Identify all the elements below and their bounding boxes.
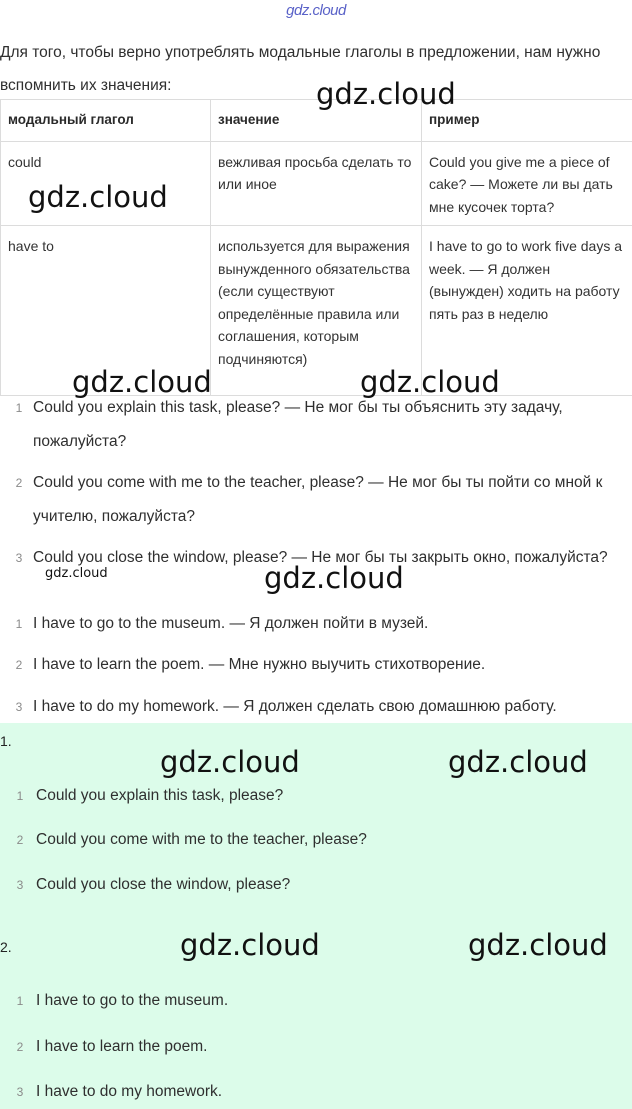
list-text: I have to do my homework. — Я должен сделать свою домашнюю работу. (33, 698, 557, 715)
answer-text: Could you come with me to the teacher, please? (36, 831, 367, 848)
intro-paragraph: Для того, чтобы верно употреблять модальные глаголы в предложении, нам нужно вспомнить их значения: (0, 44, 601, 94)
answers-panel (0, 723, 632, 1109)
list-number: 1 (16, 789, 24, 803)
table-cell: вежливая просьба сделать то или иное (211, 141, 422, 226)
section-number: 1. (0, 733, 12, 749)
list-number: 2 (15, 476, 23, 490)
watermark: gdz.cloud (264, 561, 404, 595)
table-cell: I have to go to work five days a week. — Я должен (вынужден) ходить на работу пять раз в неделю (422, 226, 632, 396)
watermark: gdz.cloud (180, 928, 320, 962)
answer-text: I have to do my homework. (36, 1083, 223, 1100)
list-text: Could you close the window, please? — Не мог бы ты закрыть окно, пожалуйста? (33, 549, 608, 566)
list-number: 3 (15, 700, 23, 714)
section-number: 2. (0, 939, 12, 955)
watermark: gdz.cloud (160, 745, 300, 779)
list-number: 2 (16, 833, 24, 847)
table-header: пример (422, 100, 632, 142)
list-number: 1 (15, 617, 23, 631)
table-header: модальный глагол (1, 100, 211, 142)
table-header: значение (211, 100, 422, 142)
list-number: 1 (15, 401, 23, 415)
table-cell: Could you give me a piece of cake? — Можете ли вы дать мне кусочек торта? (422, 141, 632, 226)
modal-verbs-table (0, 99, 632, 396)
table-cell: have to (1, 226, 211, 396)
watermark: gdz.cloud (45, 566, 108, 581)
watermark: gdz.cloud (316, 77, 456, 111)
list-text: Could you come with me to the teacher, please? — Не мог бы ты пойти со мной к учителю, пожалуйста? (33, 474, 603, 525)
answer-text: Could you explain this task, please? (36, 787, 284, 804)
list-number: 2 (16, 1040, 24, 1054)
site-logo[interactable]: gdz.cloud (286, 2, 346, 19)
list-text: I have to go to the museum. — Я должен пойти в музей. (33, 615, 429, 632)
list-number: 3 (16, 878, 24, 892)
table-cell: используется для выражения вынужденного обязательства (если существуют определённые правила или соглашения, которым подчиняются) (211, 226, 422, 396)
watermark: gdz.cloud (28, 180, 168, 214)
watermark: gdz.cloud (448, 745, 588, 779)
answer-text: I have to go to the museum. (36, 992, 229, 1009)
list-text: I have to learn the poem. — Мне нужно выучить стихотворение. (33, 656, 486, 673)
list-number: 2 (15, 658, 23, 672)
answer-text: I have to learn the poem. (36, 1038, 208, 1055)
watermark: gdz.cloud (468, 928, 608, 962)
list-number: 3 (15, 551, 23, 565)
list-text: Could you explain this task, please? — Не мог бы ты объяснить эту задачу, пожалуйста? (33, 399, 563, 450)
answer-text: Could you close the window, please? (36, 876, 291, 893)
table-cell: could (1, 141, 211, 226)
watermark: gdz.cloud (360, 365, 500, 399)
watermark: gdz.cloud (72, 365, 212, 399)
list-number: 3 (16, 1085, 24, 1099)
list-number: 1 (16, 994, 24, 1008)
